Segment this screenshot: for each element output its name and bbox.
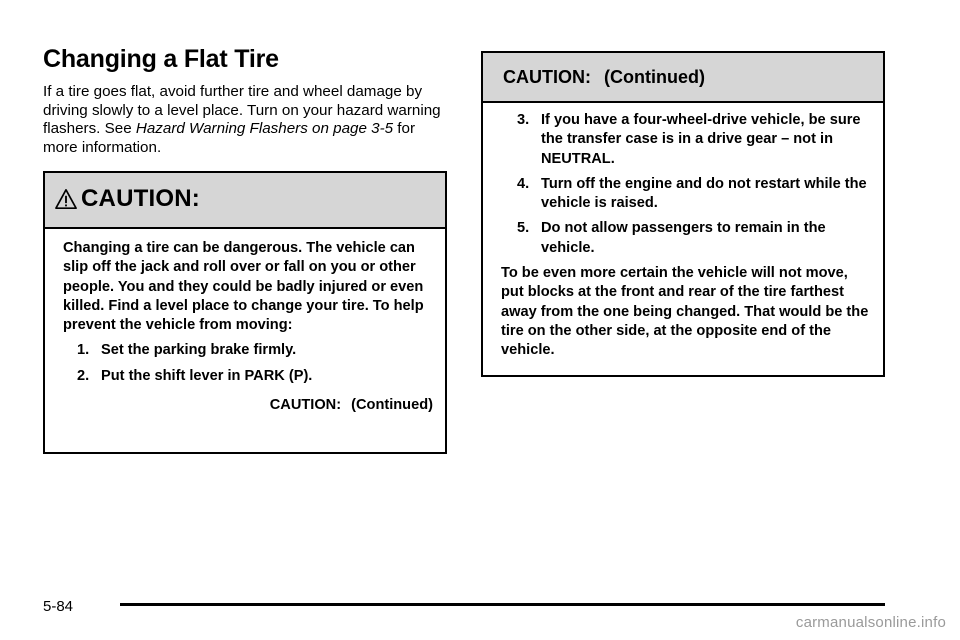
list-item-number: 1. — [77, 342, 90, 359]
list-item-number: 2. — [77, 367, 90, 384]
caution-steps-list-continued — [501, 111, 871, 258]
list-item-number: 3. — [517, 112, 530, 128]
caution-continued-box — [481, 51, 885, 377]
list-item-number: 5. — [517, 220, 530, 237]
list-item-number: 4. — [517, 175, 530, 192]
caution-text: Changing a tire can be dangerous. The vehicle can slip off the jack and roll over or fall on you or other people. You and they could be badly injured or even killed. Find a level place to change your tire. To help prevent the vehicle from moving: — [63, 240, 424, 334]
list-item — [517, 175, 871, 214]
intro-paragraph — [43, 83, 453, 157]
list-item — [517, 219, 871, 258]
caution-box — [43, 171, 447, 454]
caution-steps-list — [63, 341, 433, 386]
caution-closing-text: To be even more certain the vehicle will not move, put blocks at the front and rear of the tire farthest away from the one being changed. That would be the tire on the other side, at the opposite end of the vehicle. — [501, 265, 869, 359]
list-item-text: Do not allow passengers to remain in the vehicle. — [541, 220, 826, 256]
hazard-flashers-reference-link[interactable]: Hazard Warning Flashers on page 3-5 — [135, 120, 394, 137]
intro-text: If a tire goes flat, avoid further tire and wheel damage by driving slowly to a level place. Turn on your hazard warning flashers. See — [43, 83, 441, 137]
list-item-text: Set the parking brake firmly. — [101, 342, 297, 359]
list-item-text: Put the shift lever in PARK (P). — [101, 367, 313, 384]
list-item — [77, 367, 433, 386]
caution-continued-label: CAUTION: (Continued) — [269, 397, 433, 414]
caution-box-header — [45, 173, 445, 229]
footer-divider — [120, 603, 885, 606]
caution-title: CAUTION: — [81, 185, 200, 212]
intro-text-end: for more information. — [43, 120, 416, 156]
caution-box-body — [63, 239, 433, 415]
page-title: Changing a Flat Tire — [43, 45, 279, 73]
caution-continued-title: CAUTION: (Continued) — [503, 67, 705, 87]
warning-triangle-icon — [55, 188, 77, 210]
caution-continued-body — [501, 111, 871, 361]
site-watermark: carmanualsonline.info — [795, 614, 946, 631]
list-item — [517, 111, 871, 169]
list-item — [77, 341, 433, 360]
caution-continued-header — [483, 53, 883, 103]
list-item-text: Turn off the engine and do not restart while the vehicle is raised. — [541, 175, 867, 212]
list-item-text: If you have a four-wheel-drive vehicle, be sure the transfer case is in a drive gear – not in NEUTRAL. — [541, 112, 861, 167]
page-number: 5-84 — [43, 598, 74, 615]
